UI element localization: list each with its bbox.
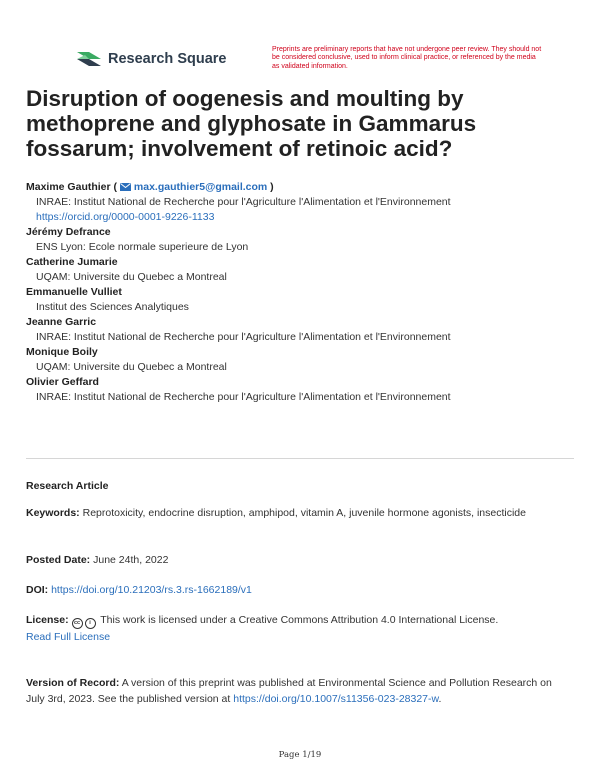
version-of-record-text: A version of this preprint was published at Environmental Science and Pollution Research on July 3rd, 2023. See the published version at <box>26 677 552 705</box>
header <box>76 46 542 78</box>
posted-date <box>26 552 566 568</box>
author-affiliation: UQAM: Universite du Quebec a Montreal <box>36 271 227 283</box>
author-orcid-link[interactable]: https://orcid.org/0000-0001-9226-1133 <box>36 211 215 223</box>
doi-link[interactable]: https://doi.org/10.21203/rs.3.rs-1662189/v1 <box>51 584 252 596</box>
version-of-record-label: Version of Record: <box>26 677 120 689</box>
keywords-value: Reprotoxicity, endocrine disruption, amphipod, vitamin A, juvenile hormone agonists, insecticide <box>82 507 526 519</box>
email-icon <box>120 183 131 191</box>
posted-date-value: June 24th, 2022 <box>93 554 169 566</box>
research-square-logo[interactable] <box>76 48 227 70</box>
logo-text: Research Square <box>108 51 227 67</box>
posted-date-label: Posted Date: <box>26 554 91 566</box>
research-square-logo-icon <box>76 48 102 70</box>
author-name: Monique Boily <box>26 346 98 358</box>
author-email-link[interactable]: max.gauthier5@gmail.com <box>133 181 268 193</box>
doi-label: DOI: <box>26 584 49 596</box>
article-type: Research Article <box>26 480 109 492</box>
creative-commons-icon: cc <box>72 618 83 629</box>
attribution-icon: i <box>85 618 96 629</box>
author-affiliation: Institut des Sciences Analytiques <box>36 301 189 313</box>
author-name: Jeanne Garric <box>26 316 97 328</box>
preprint-disclaimer: Preprints are preliminary reports that have not undergone peer review. They should not be considered conclusive, used to inform clinical practice, or referenced by the media as validated information. <box>272 46 542 70</box>
author-name: Olivier Geffard <box>26 376 99 388</box>
keywords-label: Keywords: <box>26 507 80 519</box>
author-affiliation: INRAE: Institut National de Recherche pour l'Agriculture l'Alimentation et l'Environnement <box>36 391 451 403</box>
author-name: Jérémy Defrance <box>26 226 111 238</box>
paper-title: Disruption of oogenesis and moulting by methoprene and glyphosate in Gammarus fossarum; involvement of retinoic acid? <box>26 86 477 161</box>
section-divider <box>26 458 574 459</box>
version-of-record-link[interactable]: https://doi.org/10.1007/s11356-023-28327-w <box>233 693 439 705</box>
author-affiliation: INRAE: Institut National de Recherche pour l'Agriculture l'Alimentation et l'Environnement <box>36 331 451 343</box>
author-affiliation: ENS Lyon: Ecole normale superieure de Lyon <box>36 241 249 253</box>
author-name: Catherine Jumarie <box>26 256 118 268</box>
keywords <box>26 505 566 521</box>
author-name: Emmanuelle Vulliet <box>26 286 122 298</box>
author-list <box>26 180 586 405</box>
author-affiliation: INRAE: Institut National de Recherche pour l'Agriculture l'Alimentation et l'Environnement <box>36 196 451 208</box>
license-label: License: <box>26 614 69 626</box>
author-affiliation: UQAM: Universite du Quebec a Montreal <box>36 361 227 373</box>
author-name: Maxime Gauthier ( max.gauthier5@gmail.com ) <box>26 181 274 193</box>
license <box>26 612 566 645</box>
read-full-license-link[interactable]: Read Full License <box>26 630 111 643</box>
doi <box>26 582 566 598</box>
version-of-record: Version of Record: A version of this preprint was published at Environmental Science and Pollution Research on July 3rd, 2023. See the published version at https://doi.org/10.1007/s11356-023-28327-w. <box>26 677 552 705</box>
page-number: Page 1/19 <box>278 750 322 760</box>
license-text: This work is licensed under a Creative Commons Attribution 4.0 International License. <box>100 614 499 626</box>
